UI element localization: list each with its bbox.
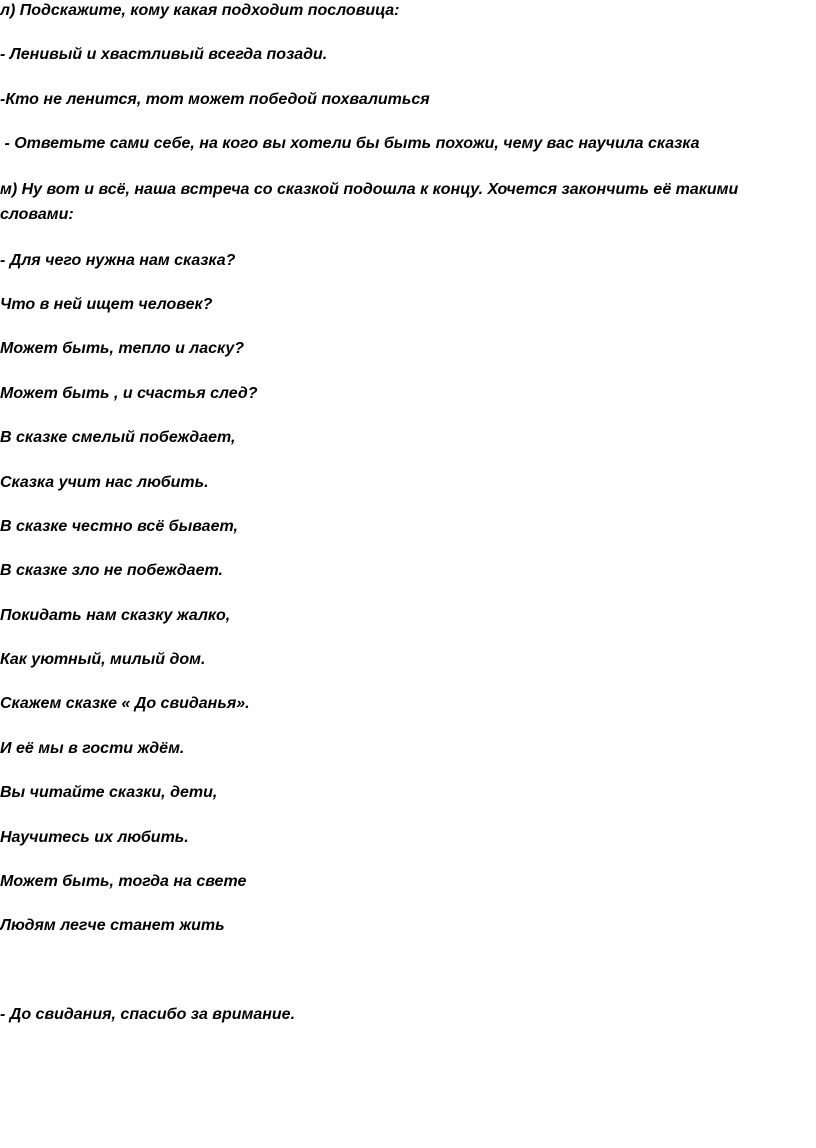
poem-line-3: Может быть, тепло и ласку?	[0, 340, 245, 357]
poem-line-14: Научитесь их любить.	[0, 829, 189, 846]
poem-line-6: Сказка учит нас любить.	[0, 474, 209, 491]
proverb-1: - Ленивый и хвастливый всегда позади.	[0, 46, 328, 63]
task-l-question: л) Подскажите, кому какая подходит пословица:	[0, 2, 400, 19]
poem-line-12: И её мы в гости ждём.	[0, 740, 185, 757]
poem-line-4: Может быть , и счастья след?	[0, 385, 258, 402]
poem-line-9: Покидать нам сказку жалко,	[0, 607, 231, 624]
poem-line-11: Скажем сказке « До свиданья».	[0, 695, 250, 712]
task-m-paragraph: м) Ну вот и всё, наша встреча со сказкой подошла к концу. Хочется закончить её такими словами:	[0, 181, 739, 223]
farewell-line: - До свидания, спасибо за вримание.	[0, 1006, 296, 1023]
proverb-2: -Кто не ленится, тот может победой похвалиться	[0, 91, 430, 108]
poem-line-8: В сказке зло не побеждает.	[0, 562, 223, 579]
poem-line-2: Что в ней ищет человек?	[0, 296, 213, 313]
poem-line-7: В сказке честно всё бывает,	[0, 518, 238, 535]
poem-line-10: Как уютный, милый дом.	[0, 651, 206, 668]
poem-line-5: В сказке смелый побеждает,	[0, 429, 236, 446]
poem-line-15: Может быть, тогда на свете	[0, 873, 247, 890]
poem-line-13: Вы читайте сказки, дети,	[0, 784, 218, 801]
poem-line-16: Людям легче станет жить	[0, 917, 225, 934]
reflection-prompt: - Ответьте сами себе, на кого вы хотели бы быть похожи, чему вас научила сказка	[0, 135, 700, 152]
poem-line-1: - Для чего нужна нам сказка?	[0, 252, 236, 269]
